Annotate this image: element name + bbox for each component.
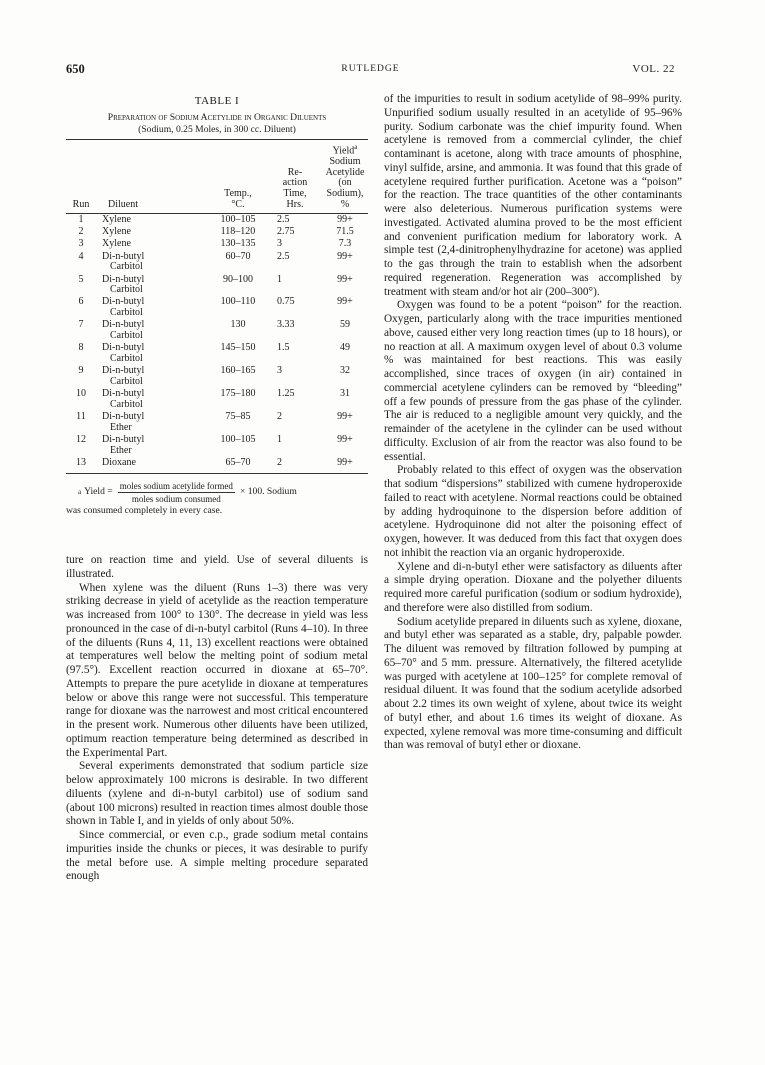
cell-run: 4: [78, 250, 84, 262]
cell-time: 1: [277, 433, 282, 445]
right-column-paragraph: Sodium acetylide prepared in diluents such as xylene, dioxane, and butyl ether was separated as a stable, dry, palpable powder. The diluent was removed by filtration followed by pumping at 65–70° and 5 mm. pressure. Alternatively, the filtered acetylide was purged with acetylene at 100–125° for complete removal of residual diluent. It was found that the sodium acetylide adsorbed about 2.2 times its own weight of xylene, about twice its weight of butyl ether, and about 1.6 times its weight of dioxane. As expected, xylene removal was more time-consuming and difficult than was removal of butyl ether or dioxane.: [384, 615, 682, 752]
cell-time: 2: [277, 456, 282, 468]
left-column-paragraph: Since commercial, or even c.p., grade sodium metal contains impurities inside the chunks or pieces, it was desirable to purify the metal before use. A simple melting procedure separated enough: [66, 829, 368, 883]
volume-label: VOL. 22: [632, 63, 675, 75]
cell-run: 11: [76, 411, 86, 422]
col-header-time: [269, 140, 322, 214]
cell-time: 2.5: [277, 250, 290, 262]
cell-run: 3: [78, 238, 84, 250]
cell-temp: 118–120: [220, 226, 256, 238]
footnote-multiplier: × 100. Sodium: [239, 486, 297, 498]
diluent-line-1: Di-n-butyl: [102, 273, 145, 285]
cell-run: 12: [76, 433, 86, 445]
diluent-line-1: Dioxane: [102, 456, 136, 468]
cell-run: 7: [78, 319, 84, 331]
table-row: [66, 388, 368, 411]
left-text-column: [66, 554, 368, 884]
col-header-yield-line-1: [323, 142, 367, 157]
diluent-line-1: Di-n-butyl: [102, 365, 145, 377]
right-text-column: [384, 93, 682, 753]
col-header-temp-line-2: °C.: [231, 198, 245, 210]
diluent-line-2: Carbitol: [110, 330, 143, 342]
diluent-line-1: Xylene: [102, 238, 131, 250]
table-body: [66, 213, 368, 473]
cell-time: 1.5: [277, 342, 290, 354]
right-column-paragraph: Xylene and di-n-butyl ether were satisfactory as diluents after a simple drying operation. Dioxane and the polyether diluents required more careful purification (sodium or sodium hydroxide), and therefore were also distilled from sodium.: [384, 560, 682, 614]
diluent-line-2: Carbitol: [110, 398, 143, 410]
cell-temp: 65–70: [225, 456, 251, 468]
table-title: TABLE I: [194, 95, 240, 107]
diluent-line-1: Di-n-butyl: [102, 296, 145, 308]
cell-temp: 130: [230, 319, 246, 331]
cell-diluent: [96, 319, 207, 342]
table-header-row: [66, 140, 368, 214]
cell-temp: 75–85: [225, 411, 251, 422]
col-header-time-line-3: Time,: [283, 188, 307, 200]
cell-temp: 175–180: [220, 388, 256, 400]
cell-temp: 145–150: [220, 342, 256, 354]
cell-time: 3: [277, 365, 282, 377]
col-header-temp: [207, 140, 269, 214]
cell-yield: 99+: [337, 214, 353, 226]
footnote-marker: a: [354, 143, 358, 151]
cell-time: 2.5: [277, 214, 290, 226]
running-header: [66, 62, 675, 78]
table-row: [66, 411, 368, 434]
table-row: [66, 342, 368, 365]
table-row: [66, 238, 368, 250]
diluent-line-2: Ether: [110, 421, 132, 433]
diluent-line-1: Di-n-butyl: [102, 433, 145, 445]
footnote-mark: a: [78, 488, 82, 497]
col-header-yield-line-2: Sodium: [329, 156, 361, 168]
col-header-yield: [322, 140, 368, 214]
col-header-yield-text: Yield: [332, 145, 355, 157]
cell-temp: 60–70: [225, 250, 251, 262]
col-header-yield-line-3: Acetylide: [325, 166, 365, 178]
table-row: [66, 433, 368, 456]
cell-time: 3: [277, 238, 282, 250]
cell-yield: 99+: [337, 433, 353, 445]
col-header-temp-line-1: Temp.,: [224, 188, 252, 200]
left-column-paragraph: When xylene was the diluent (Runs 1–3) there was very striking decrease in yield of acetylide as the reaction temperature was increased from 100° to 130°. The decrease in yield was less pronounced in the case of di-n-butyl carbitol (Runs 4–10). In three of the diluents (Runs 4, 11, 13) excellent reactions were obtained at temperatures well below the melting point of sodium metal (97.5°). Excellent reaction occurred in dioxane at 65–70°. Attempts to prepare the pure acetylide in dioxane at temperatures below or above this range were not successful. This temperature range for dioxane was the narrowest and most critical encountered in the present work. Numerous other diluents have been utilized, optimum reaction temperature being determined as described in the Experimental Part.: [66, 581, 368, 759]
cell-diluent: [96, 213, 207, 226]
cell-run: 6: [78, 296, 84, 308]
cell-yield: 99+: [337, 273, 353, 285]
cell-temp: 130–135: [220, 238, 256, 250]
col-header-run: Run: [72, 198, 90, 210]
left-column-paragraph: Several experiments demonstrated that sodium particle size below approximately 100 microns is desirable. In two different diluents (xylene and di-n-butyl carbitol) use of sodium sand (about 100 microns) resulted in reaction times almost double those shown in Table I, and in yields of only about 50%.: [66, 760, 368, 828]
diluent-line-1: Di-n-butyl: [102, 388, 145, 400]
cell-temp: 100–105: [220, 214, 256, 226]
col-header-time-line-1: Re-: [287, 166, 303, 178]
cell-temp: 160–165: [220, 365, 256, 377]
cell-yield: 99+: [337, 456, 353, 468]
footnote-formula: [66, 480, 368, 505]
diluent-line-1: Di-n-butyl: [102, 319, 145, 331]
cell-yield: 49: [340, 342, 350, 354]
cell-yield: 71.5: [336, 226, 354, 238]
cell-diluent: [96, 388, 207, 411]
col-header-yield-line-6: %: [340, 198, 350, 210]
cell-diluent: [96, 365, 207, 388]
right-column-paragraph: Oxygen was found to be a potent “poison” for the reaction. Oxygen, particularly along with the trace impurities mentioned above, caused either very long reaction times (up to 18 hours), or no reaction at all. A maximum oxygen level of about 0.3 volume % was maintained for best reactions. This was easily accomplished, since traces of oxygen (in air) contained in commercial acetylene cylinders can be removed by “bleeding” off a few pounds of pressure from the gas phase of the cylinder. The air is reduced to a negligible amount very quickly, and the remainder of the acetylene in the cylinder can be used without difficulty. Exclusion of air from the reactor was also found to be essential.: [384, 299, 682, 463]
cell-yield: 31: [340, 388, 350, 400]
fraction-numerator: moles sodium acetylide formed: [119, 480, 233, 491]
diluent-line-1: Xylene: [102, 226, 131, 238]
right-column-paragraph: of the impurities to result in sodium acetylide of 98–99% purity. Unpurified sodium usually resulted in an acetylide of 95–96% purity. Sodium carbonate was the chief impurity found. When acetylene is removed from a commercial cylinder, the chief contaminant is acetone, along with trace amounts of phosphine, vinyl sulfide, arsine, and ammonia. It was found that this grade of acetylene required further purification. Acetone was a “poison” for the reaction. The trace quantities of the other contaminants were also deleterious. Numerous purification systems were investigated. Activated alumina proved to be the most efficient and convenient purification medium for laboratory work. A simple test (2,4-dinitrophenylhydrazine for acetone) was applied to the gas through the train to establish when the adsorbent required regeneration. Regeneration was accomplished by treatment with steam and/or hot air (200–300°).: [384, 93, 682, 298]
running-title: RUTLEDGE: [341, 64, 400, 74]
table-1: [66, 95, 368, 517]
cell-time: 2.75: [277, 226, 295, 238]
table-caption-line-1: Preparation of Sodium Acetylide in Organic Diluents: [107, 112, 327, 123]
page-number: 650: [66, 62, 85, 76]
diluent-line-2: Ether: [110, 444, 132, 456]
diluent-line-2: Carbitol: [110, 352, 143, 364]
cell-diluent: [96, 296, 207, 319]
col-header-yield-line-4: (on: [338, 177, 352, 189]
cell-time: 2: [277, 411, 282, 422]
cell-run: 10: [76, 388, 86, 400]
col-header-time-line-4: Hrs.: [286, 198, 304, 210]
cell-diluent: [96, 238, 207, 250]
cell-run: 8: [78, 342, 84, 354]
cell-run: 9: [78, 365, 84, 377]
table-footnote: [66, 480, 368, 517]
diluent-line-1: Di-n-butyl: [102, 250, 145, 262]
cell-yield: 99+: [337, 296, 353, 308]
cell-time: 3.33: [277, 319, 295, 331]
table-row: [66, 296, 368, 319]
col-header-time-line-2: action: [282, 177, 308, 189]
cell-yield: 99+: [337, 250, 353, 262]
cell-yield: 7.3: [338, 238, 352, 250]
cell-temp: 100–105: [220, 433, 256, 445]
table-row: [66, 226, 368, 238]
diluent-line-2: Carbitol: [110, 261, 143, 273]
col-header-yield-line-5: Sodium),: [326, 188, 364, 200]
diluent-line-2: Carbitol: [110, 284, 143, 296]
table-row: [66, 456, 368, 473]
cell-time: 1: [277, 273, 282, 285]
cell-diluent: [96, 342, 207, 365]
col-header-diluent: Diluent: [108, 198, 138, 210]
cell-diluent: [96, 411, 207, 434]
diluent-line-1: Di-n-butyl: [102, 411, 145, 422]
cell-diluent: [96, 250, 207, 273]
cell-run: 2: [78, 226, 84, 238]
cell-time: 1.25: [277, 388, 295, 400]
diluent-line-1: Xylene: [102, 214, 131, 226]
table-row: [66, 250, 368, 273]
yield-fraction: [118, 480, 235, 505]
cell-temp: 100–110: [220, 296, 256, 308]
footnote-label: Yield =: [84, 486, 113, 498]
cell-temp: 90–100: [223, 273, 253, 285]
cell-diluent: [96, 433, 207, 456]
cell-yield: 32: [340, 365, 350, 377]
cell-yield: 99+: [337, 411, 353, 422]
diluent-line-2: Carbitol: [110, 375, 143, 387]
cell-diluent: [96, 226, 207, 238]
left-column-paragraph: ture on reaction time and yield. Use of several diluents is illustrated.: [66, 554, 368, 580]
cell-run: 5: [78, 273, 84, 285]
data-table: [66, 139, 368, 474]
cell-diluent: [96, 456, 207, 473]
cell-time: 0.75: [277, 296, 295, 308]
cell-run: 13: [76, 456, 86, 468]
diluent-line-1: Di-n-butyl: [102, 342, 145, 354]
footnote-line-2: was consumed completely in every case.: [66, 504, 223, 516]
cell-run: 1: [78, 214, 84, 226]
table-caption-line-2: (Sodium, 0.25 Moles, in 300 cc. Diluent): [138, 124, 296, 135]
diluent-line-2: Carbitol: [110, 307, 143, 319]
table-caption: [66, 112, 368, 136]
cell-yield: 59: [340, 319, 350, 331]
table-row: [66, 213, 368, 226]
right-column-paragraph: Probably related to this effect of oxygen was the observation that sodium “dispersions” stabilized with cumene hydroperoxide failed to react with acetylene. Normal reactions could be obtained by adding hydroquinone to the dispersion before addition of acetylene. Hydroquinone did not alter the poisoning effect of oxygen, however. It was deduced from this fact that oxygen does not inhibit the reaction via an organic hydroperoxide.: [384, 464, 682, 559]
table-row: [66, 273, 368, 296]
fraction-denominator: moles sodium consumed: [131, 493, 221, 504]
cell-diluent: [96, 273, 207, 296]
table-row: [66, 319, 368, 342]
table-row: [66, 365, 368, 388]
